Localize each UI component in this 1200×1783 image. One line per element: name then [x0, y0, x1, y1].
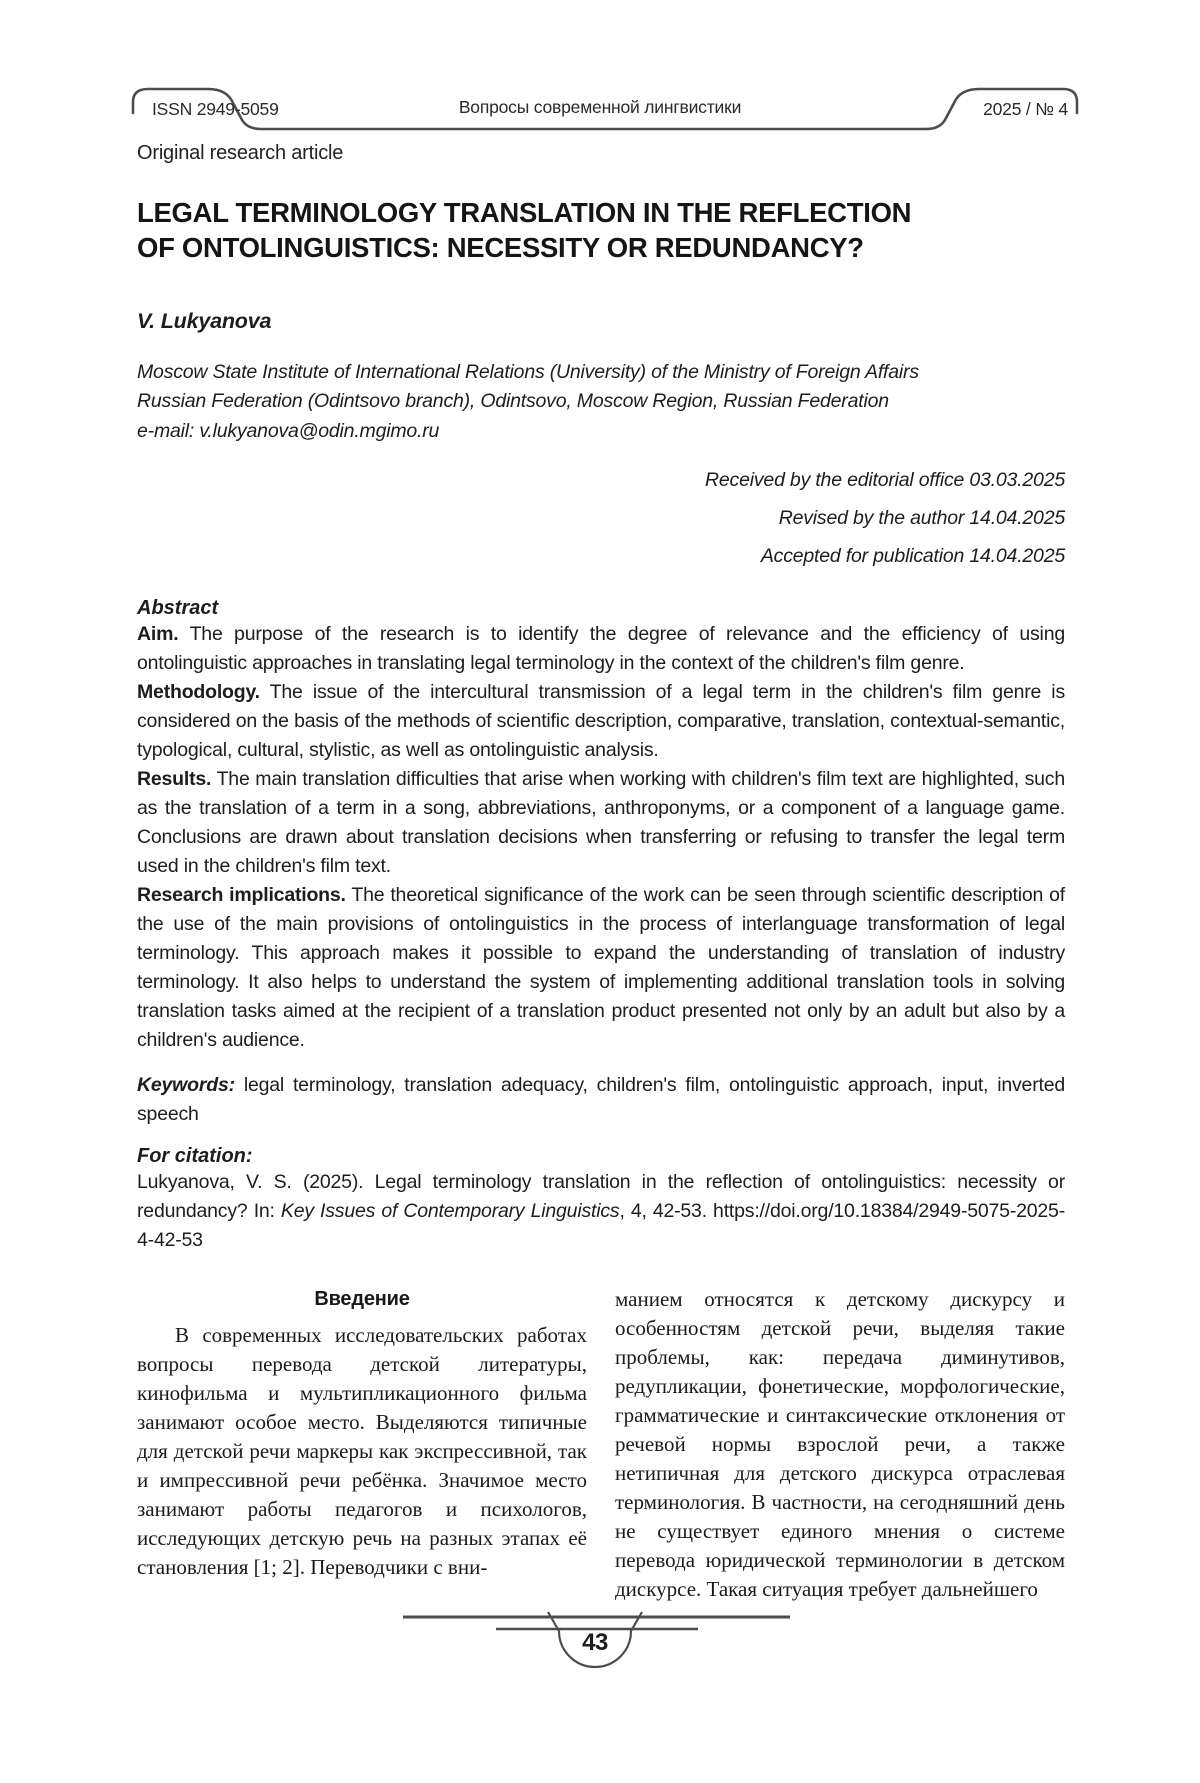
intro-heading: Введение: [314, 1288, 410, 1310]
abstract-methodology: [137, 678, 1065, 765]
editorial-dates: [137, 461, 1065, 575]
author-name: V. Lukyanova: [137, 309, 272, 333]
citation-text: [137, 1168, 1065, 1255]
abstract-results: [137, 765, 1065, 881]
article-title: [137, 195, 1065, 265]
keywords: [137, 1071, 1065, 1129]
abstract-methodology-text: The issue of the intercultural transmission of a legal term in the children's film genre is considered on the basis of the methods of scientific description, comparative, translation, contextual-semantic, typological, cultural, stylistic, as well as ontolinguistic analysis.: [137, 681, 1065, 761]
abstract-results-text: The main translation difficulties that arise when working with children's film text are highlighted, such as the translation of a term in a song, abbreviations, anthroponyms, or a component of a language game. Conclusions are drawn about translation decisions when transferring or refusing to transfer the legal term used in the children's film text.: [137, 768, 1065, 877]
journal-title: Вопросы современной лингвистики: [458, 97, 742, 117]
abstract-aim: [137, 620, 1065, 678]
abstract-aim-label: Aim.: [137, 623, 179, 645]
keywords-text: legal terminology, translation adequacy, children's film, ontolinguistic approach, input, inverted speech: [137, 1074, 1065, 1125]
accepted-date: Accepted for publication 14.04.2025: [760, 545, 1065, 567]
intro-columns: [137, 1285, 1065, 1604]
affiliation-line-2: Russian Federation (Odintsovo branch), Odintsovo, Moscow Region, Russian Federation: [137, 390, 889, 412]
abstract-implications-text: The theoretical significance of the work can be seen through scientific description of the use of the main provisions of ontolinguistics in the process of interlanguage transformation of legal terminology. This approach makes it possible to expand the understanding of translation of industry terminology. It also helps to understand the system of implementing additional translation tools in solving translation tasks aimed at the recipient of a translation product presented not only by an adult but also by a children's audience.: [137, 884, 1065, 1051]
citation-heading: For citation:: [137, 1145, 253, 1167]
abstract-aim-text: The purpose of the research is to identify the degree of relevance and the efficiency of using ontolinguistic approaches in translating legal terminology in the context of the children's film genre.: [137, 623, 1065, 674]
author-email: e-mail: v.lukyanova@odin.mgimo.ru: [137, 420, 440, 442]
article-type-label: Original research article: [137, 142, 344, 164]
affiliation-line-1: Moscow State Institute of International Relations (University) of the Ministry of Foreign Affairs: [137, 361, 919, 383]
intro-paragraph-right: манием относятся к детскому дискурсу и особенностям детской речи, выделяя такие проблемы, как: передача диминутивов, редупликации, фонетические, морфологические, грамматические и синтаксические отклонения от речевой нормы взрослой речи, а также нетипичная для детского дискурса отраслевая терминология. В частности, на сегодняшний день не существует единого мнения о системе перевода юридической терминологии в детском дискурсе. Такая ситуация требует дальнейшего: [615, 1287, 1065, 1601]
issn-label: ISSN 2949-5059: [152, 99, 279, 119]
page-number: 43: [582, 1629, 608, 1656]
title-line-2: OF ONTOLINGUISTICS: NECESSITY OR REDUNDANCY?: [137, 232, 864, 263]
citation-post: , 4, 42-53. https://doi.org/10.18384/2949-5075-2025-4-42-53: [137, 1200, 1065, 1251]
abstract-methodology-label: Methodology.: [137, 681, 260, 703]
abstract-body: [137, 620, 1065, 1055]
received-date: Received by the editorial office 03.03.2025: [705, 469, 1065, 491]
article-content: [137, 0, 1065, 1604]
abstract-results-label: Results.: [137, 768, 212, 790]
affiliation: [137, 358, 1065, 416]
abstract-heading: Abstract: [137, 597, 219, 619]
intro-column-right: [615, 1285, 1065, 1604]
revised-date: Revised by the author 14.04.2025: [778, 507, 1065, 529]
citation-journal: Key Issues of Contemporary Linguistics: [280, 1200, 620, 1222]
title-line-1: LEGAL TERMINOLOGY TRANSLATION IN THE REFLECTION: [137, 197, 912, 228]
citation-pre: Lukyanova, V. S. (2025). Legal terminology translation in the reflection of ontolinguistics: necessity or redundancy? In:: [137, 1171, 1065, 1222]
intro-paragraph-left: В современных исследовательских работах вопросы перевода детской литературы, кинофильма и мультипликационного фильма занимают особое место. Выделяются типичные для детской речи маркеры как экспрессивной, так и импрессивной речи ребёнка. Значимое место занимают работы педагогов и психологов, исследующих детскую речь на разных этапах её становления [1; 2]. Переводчики с вни-: [137, 1323, 587, 1579]
abstract-implications-label: Research implications.: [137, 884, 346, 906]
issue-label: 2025 / № 4: [983, 99, 1068, 119]
abstract-implications: [137, 881, 1065, 1055]
keywords-label: Keywords:: [137, 1074, 235, 1096]
intro-column-left: [137, 1285, 587, 1604]
